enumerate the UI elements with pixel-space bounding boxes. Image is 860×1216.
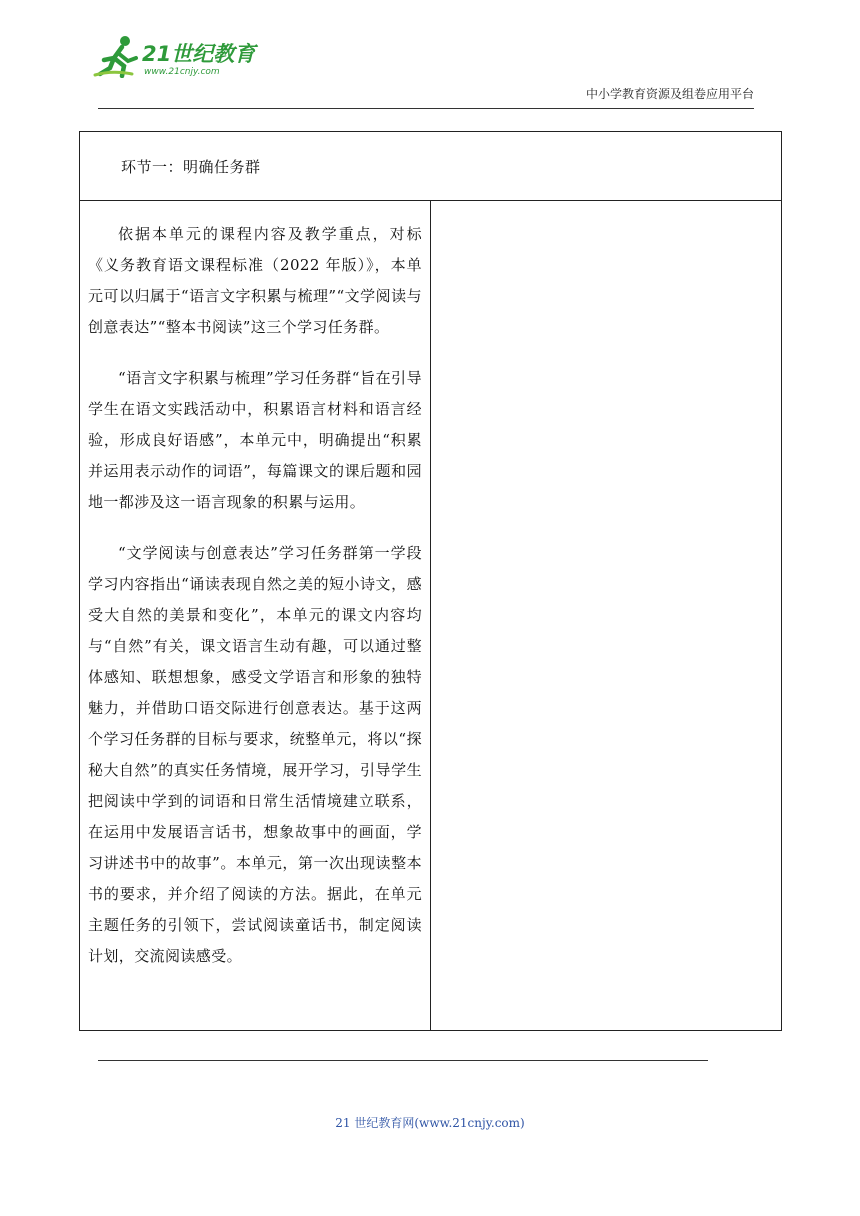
paragraph-literary-reading: “文学阅读与创意表达”学习任务群第一学段学习内容指出“诵读表现自然之美的短小诗文，感受大自然的美景和变化”，本单元的课文内容均与“自然”有关，课文语言生动有趣，可以通过整体感知、联想想象，感受文学语言和形象的独特魅力，并借助口语交际进行创意表达。基于这两个学习任务群的目标与要求，统整单元，将以“探秘大自然”的真实任务情境，展开学习，引导学生把阅读中学到的词语和日常生活情境建立联系，在运用中发展语言话书，想象故事中的画面，学习讲述书中的故事”。本单元，第一次出现读整本书的要求，并介绍了阅读的方法。据此，在单元主题任务的引领下，尝试阅读童话书，制定阅读计划，交流阅读感受。	[88, 544, 422, 965]
footer-link[interactable]: 21 世纪教育网(www.21cnjy.com)	[335, 1116, 525, 1130]
footer-divider	[98, 1060, 708, 1061]
lesson-table	[79, 131, 782, 1031]
site-logo	[92, 34, 262, 78]
platform-name: 中小学教育资源及组卷应用平台	[585, 87, 754, 101]
header-divider	[98, 108, 754, 109]
runner-logo-icon	[92, 34, 262, 78]
notes-cell	[431, 201, 782, 1031]
section-title: 环节一：明确任务群	[121, 158, 261, 176]
content-row	[80, 201, 782, 1031]
content-cell	[80, 201, 431, 1031]
logo-text: 21世纪教育	[142, 42, 256, 66]
title-cell	[80, 132, 782, 201]
paragraph-language-accumulation: “语言文字积累与梳理”学习任务群“旨在引导学生在语文实践活动中，积累语言材料和语言经验，形成良好语感”，本单元中，明确提出“积累并运用表示动作的词语”，每篇课文的课后题和园地一都涉及这一语言现象的积累与运用。	[88, 369, 422, 511]
title-row	[80, 132, 782, 201]
logo-url-text: www.21cnjy.com	[144, 67, 220, 77]
paragraph-task-groups: 依据本单元的课程内容及教学重点，对标《义务教育语文课程标准（2022 年版）》，本单元可以归属于“语言文字积累与梳理”“文学阅读与创意表达”“整本书阅读”这三个学习任务群。	[88, 225, 422, 336]
